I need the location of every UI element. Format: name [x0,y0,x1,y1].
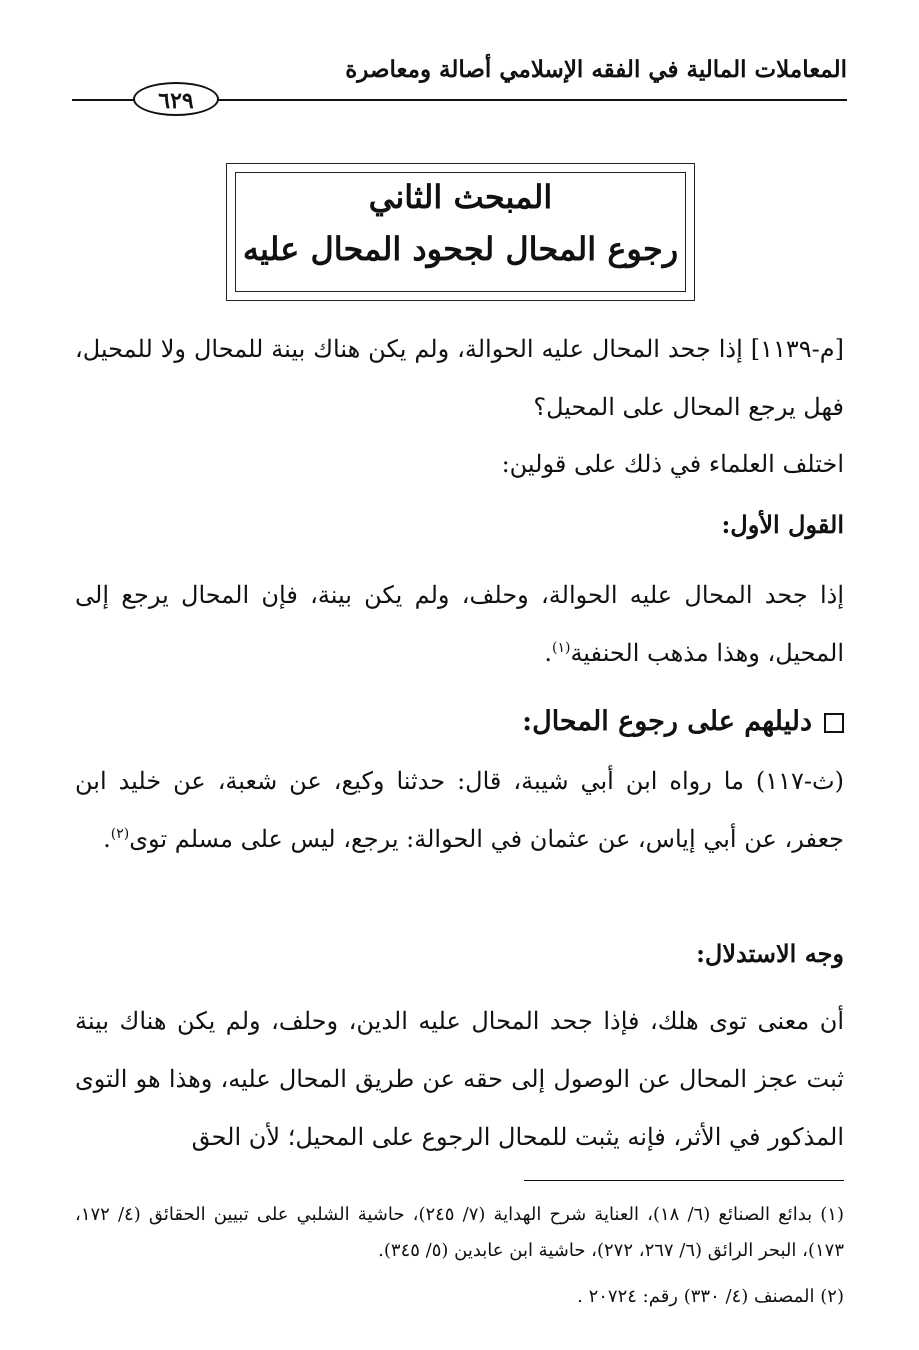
footnote-separator [524,1180,844,1181]
paragraph-inference: أن معنى توى هلك، فإذا جحد المحال عليه الدين، وحلف، ولم يكن هناك بينة ثبت عجز المحال عن الوصول إلى حقه عن طريق المحال عليه، وهذا هو التوى المذكور في الأثر، فإنه يثبت للمحال الرجوع على المحيل؛ لأن الحق [75,1007,844,1151]
footnote-ref-2: (٢) [110,826,130,842]
square-bullet-icon [824,713,844,733]
section-number-heading: المبحث الثاني [368,178,553,216]
page-number: ٦٢٩ [133,82,219,116]
paragraph-question: [م-١١٣٩] إذا جحد المحال عليه الحوالة، ولم يكن هناك بينة للمحال ولا للمحيل، فهل يرجع المحال على المحيل؟ [75,335,844,421]
paragraph-end-mark: . [544,639,552,667]
paragraph-end-mark: . [103,825,111,853]
paragraph-first-opinion-text: إذا جحد المحال عليه الحوالة، وحلف، ولم يكن بينة، فإن المحال يرجع إلى المحيل، وهذا مذهب الحنفية [75,581,844,667]
paragraph-scholars-differ: اختلف العلماء في ذلك على قولين: [501,450,844,478]
subheading-evidence [75,693,844,751]
section-heading-box [226,163,695,301]
paragraph-narration [75,752,844,868]
paragraph-narration-text: (ث-١١٧) ما رواه ابن أبي شيبة، قال: حدثنا وكيع، عن شعبة، عن خليد ابن جعفر، عن أبي إياس، عن عثمان في الحوالة: يرجع، ليس على مسلم توى [75,767,844,853]
footnote-ref-1: (١) [551,640,571,656]
footnote-1: (١) بدائع الصنائع (٦/ ١٨)، العناية شرح الهداية (٧/ ٢٤٥)، حاشية الشلبي على تبيين الحقائق (٤/ ١٧٢، ١٧٣)، البحر الرائق (٦/ ٢٦٧، ٢٧٢)، حاشية ابن عابدين (٥/ ٣٤٥). [75,1204,844,1261]
footnote-2: (٢) المصنف (٤/ ٣٣٠) رقم: ٢٠٧٢٤ . [577,1286,844,1307]
subheading-evidence-text: دليلهم على رجوع المحال: [522,706,812,737]
subheading-inference: وجه الاستدلال: [696,939,844,968]
running-title: المعاملات المالية في الفقه الإسلامي أصالة ومعاصرة [345,56,847,83]
footnotes [75,1197,844,1325]
section-title-heading: رجوع المحال لجحود المحال عليه [242,230,679,268]
paragraph-first-opinion [75,566,844,682]
subheading-first-opinion: القول الأول: [721,510,844,539]
